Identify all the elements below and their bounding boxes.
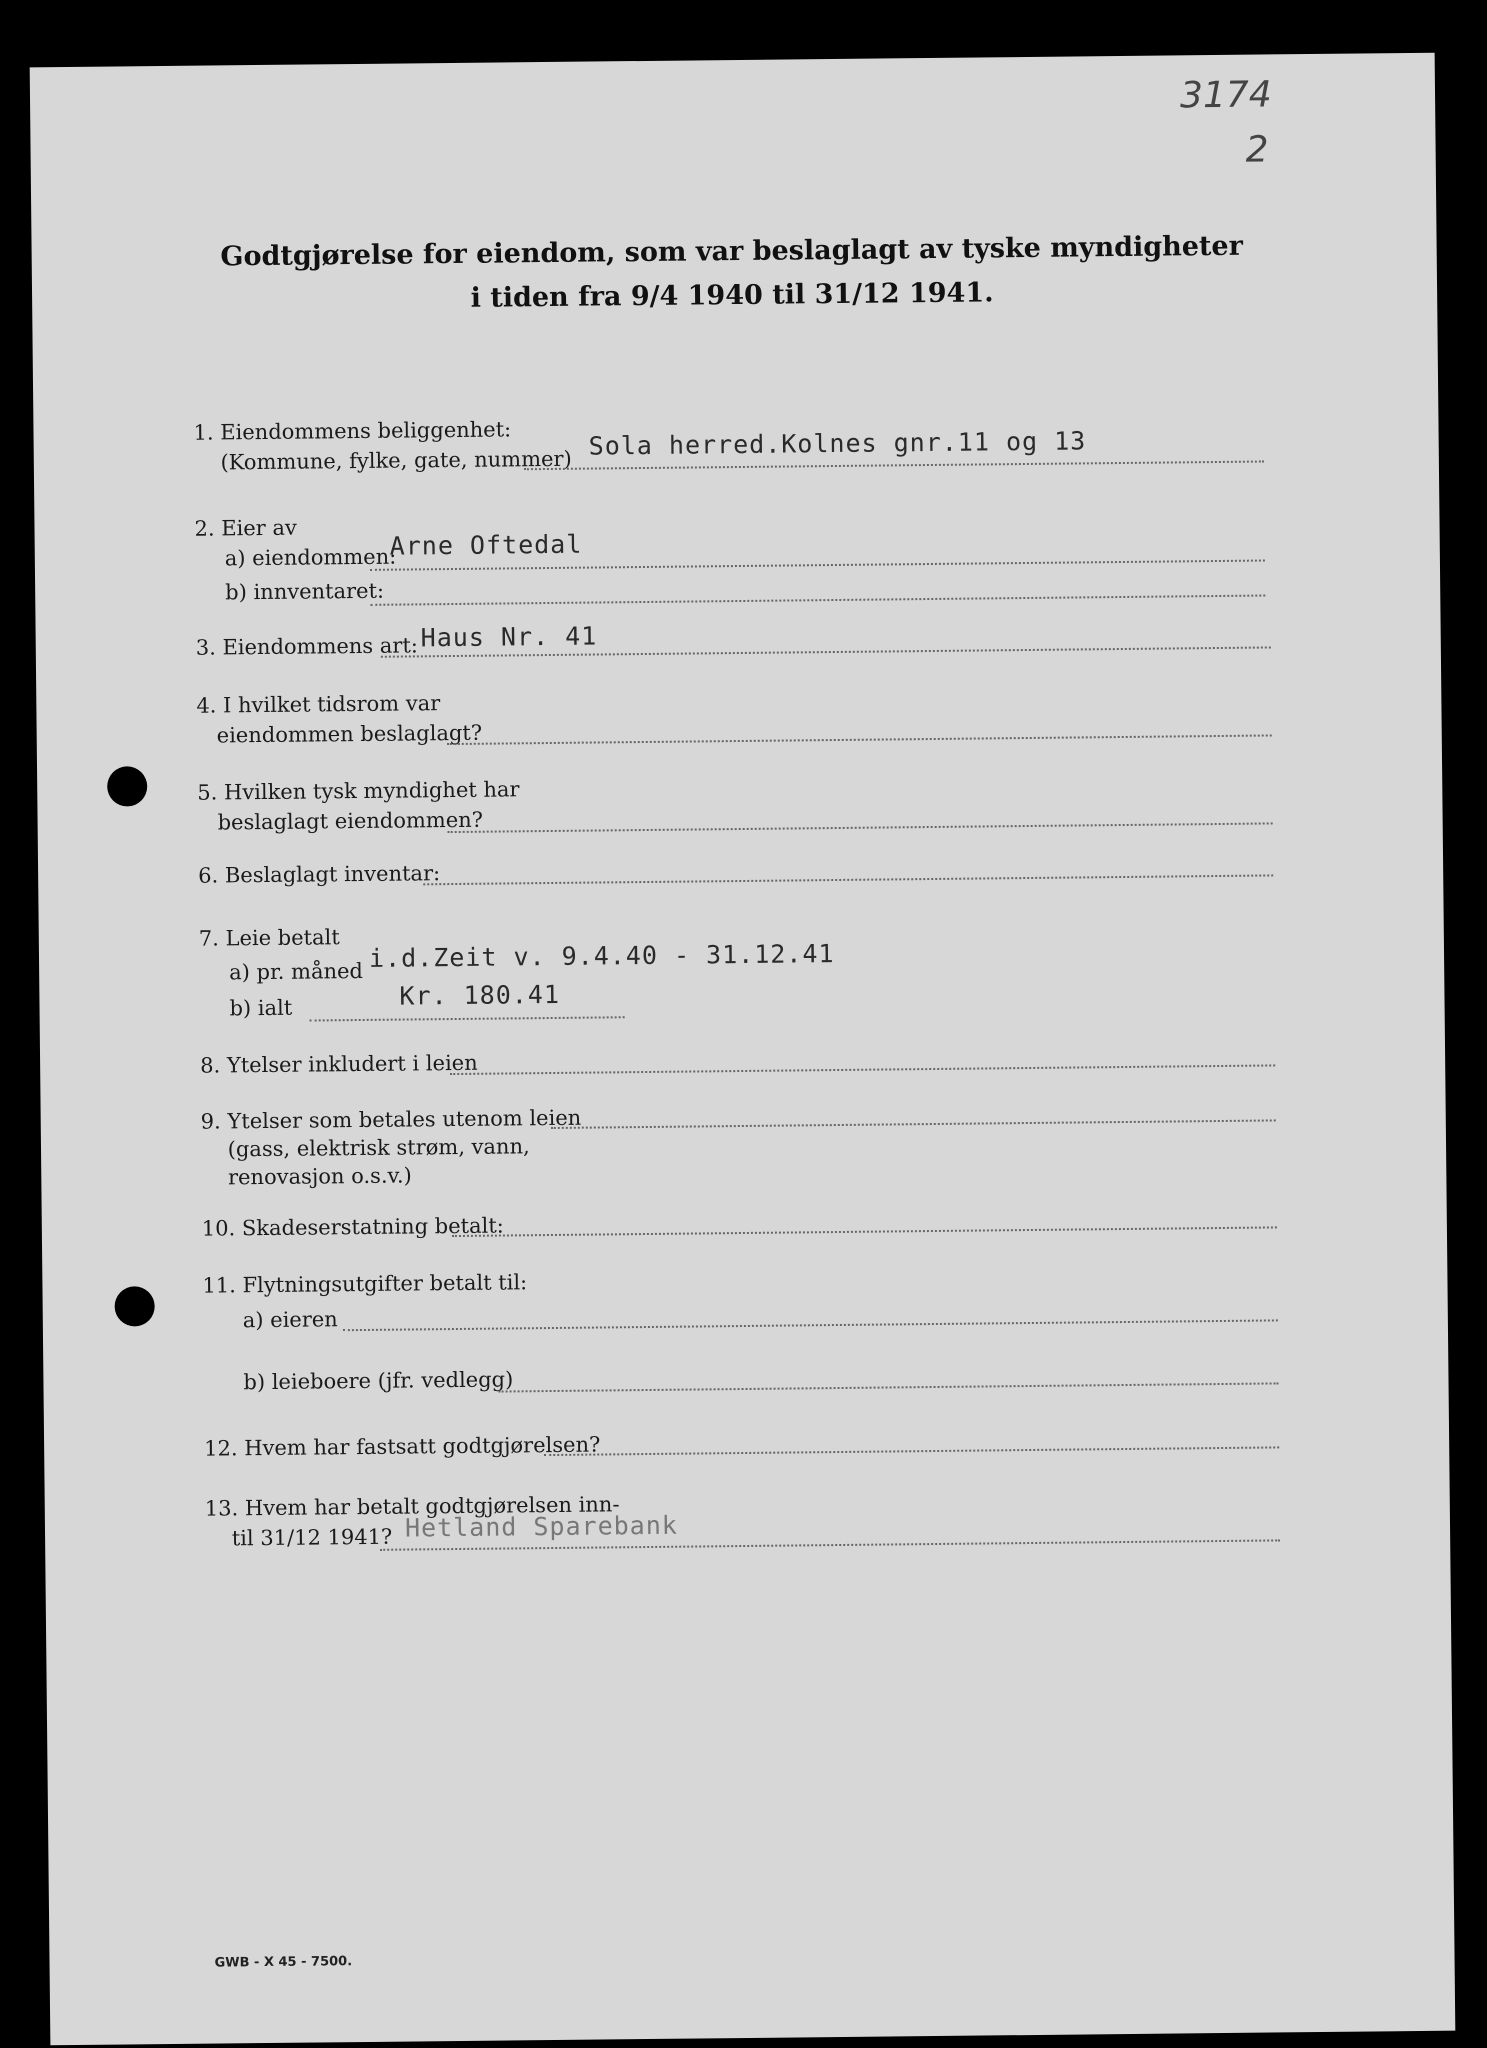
question-5: 5. Hvilken tysk myndighet har beslaglagt eiendommen?: [197, 777, 520, 835]
handwritten-number: 3174: [1179, 74, 1272, 117]
answer-line-8: [450, 1064, 1275, 1075]
answer-line-2a: [370, 560, 1265, 571]
question-6: 6. Beslaglagt inventar:: [198, 861, 441, 888]
punch-hole-top: [107, 766, 147, 806]
handwritten-mark: 2: [1245, 129, 1269, 171]
question-1: 1. Eiendommens beliggenhet: (Kommune, fylke, gate, nummer): [193, 417, 572, 475]
question-2b: b) innventaret:: [225, 578, 385, 605]
answer-line-10: [452, 1226, 1277, 1237]
question-2a: a) eiendommen:: [224, 544, 397, 571]
question-11a: a) eieren: [242, 1307, 338, 1333]
question-11b: b) leieboere (jfr. vedlegg): [243, 1367, 514, 1395]
answer-line-2b: [370, 595, 1265, 606]
question-11: 11. Flytningsutgifter betalt til:: [202, 1270, 528, 1298]
answer-13: Hetland Sparebank: [404, 1510, 679, 1543]
question-8: 8. Ytelser inkludert i leien: [200, 1050, 478, 1078]
question-4: 4. I hvilket tidsrom var eiendommen beslaglagt?: [196, 691, 483, 748]
question-10: 10. Skadeserstatning betalt:: [201, 1213, 504, 1241]
answer-1: Sola herred.Kolnes gnr.11 og 13: [588, 426, 1087, 461]
answer-line-11b: [499, 1382, 1279, 1392]
question-2: 2. Eier av: [194, 515, 297, 541]
punch-hole-bottom: [114, 1286, 154, 1326]
form-title-line-1: Godtgjørelse for eiendom, som var beslaglagt av tyske myndigheter: [220, 230, 1244, 273]
question-7a: a) pr. måned: [229, 958, 364, 985]
answer-line-1: [524, 461, 1264, 471]
form-title: [211, 225, 1252, 324]
question-13: 13. Hvem har betalt godtgjørelsen inn- til 31/12 1941?: [204, 1492, 620, 1551]
answer-line-7b: [310, 1016, 625, 1021]
answer-line-11a: [343, 1319, 1278, 1331]
answer-2a: Arne Oftedal: [389, 529, 583, 561]
answer-line-6: [423, 874, 1273, 885]
answer-line-9: [551, 1119, 1276, 1129]
question-9: 9. Ytelser som betales utenom leien (gass, elektrisk strøm, vann, renovasjon o.s.v.): [200, 1105, 582, 1190]
question-12: 12. Hvem har fastsatt godtgjørelsen?: [204, 1432, 601, 1461]
answer-7b: Kr. 180.41: [399, 979, 561, 1011]
question-7: 7. Leie betalt: [198, 925, 340, 951]
form-footer-code: GWB - X 45 - 7500.: [214, 1954, 353, 1971]
form-title-line-2: i tiden fra 9/4 1940 til 31/12 1941.: [470, 277, 994, 314]
answer-line-4: [447, 734, 1272, 745]
answer-line-5: [448, 822, 1273, 833]
form-sheet: [30, 53, 1456, 2046]
answer-7a: i.d.Zeit v. 9.4.40 - 31.12.41: [368, 939, 835, 973]
answer-line-12: [544, 1446, 1279, 1456]
question-7b: b) ialt: [229, 995, 293, 1021]
answer-3: Haus Nr. 41: [420, 621, 598, 653]
question-3: 3. Eiendommens art:: [195, 633, 419, 660]
